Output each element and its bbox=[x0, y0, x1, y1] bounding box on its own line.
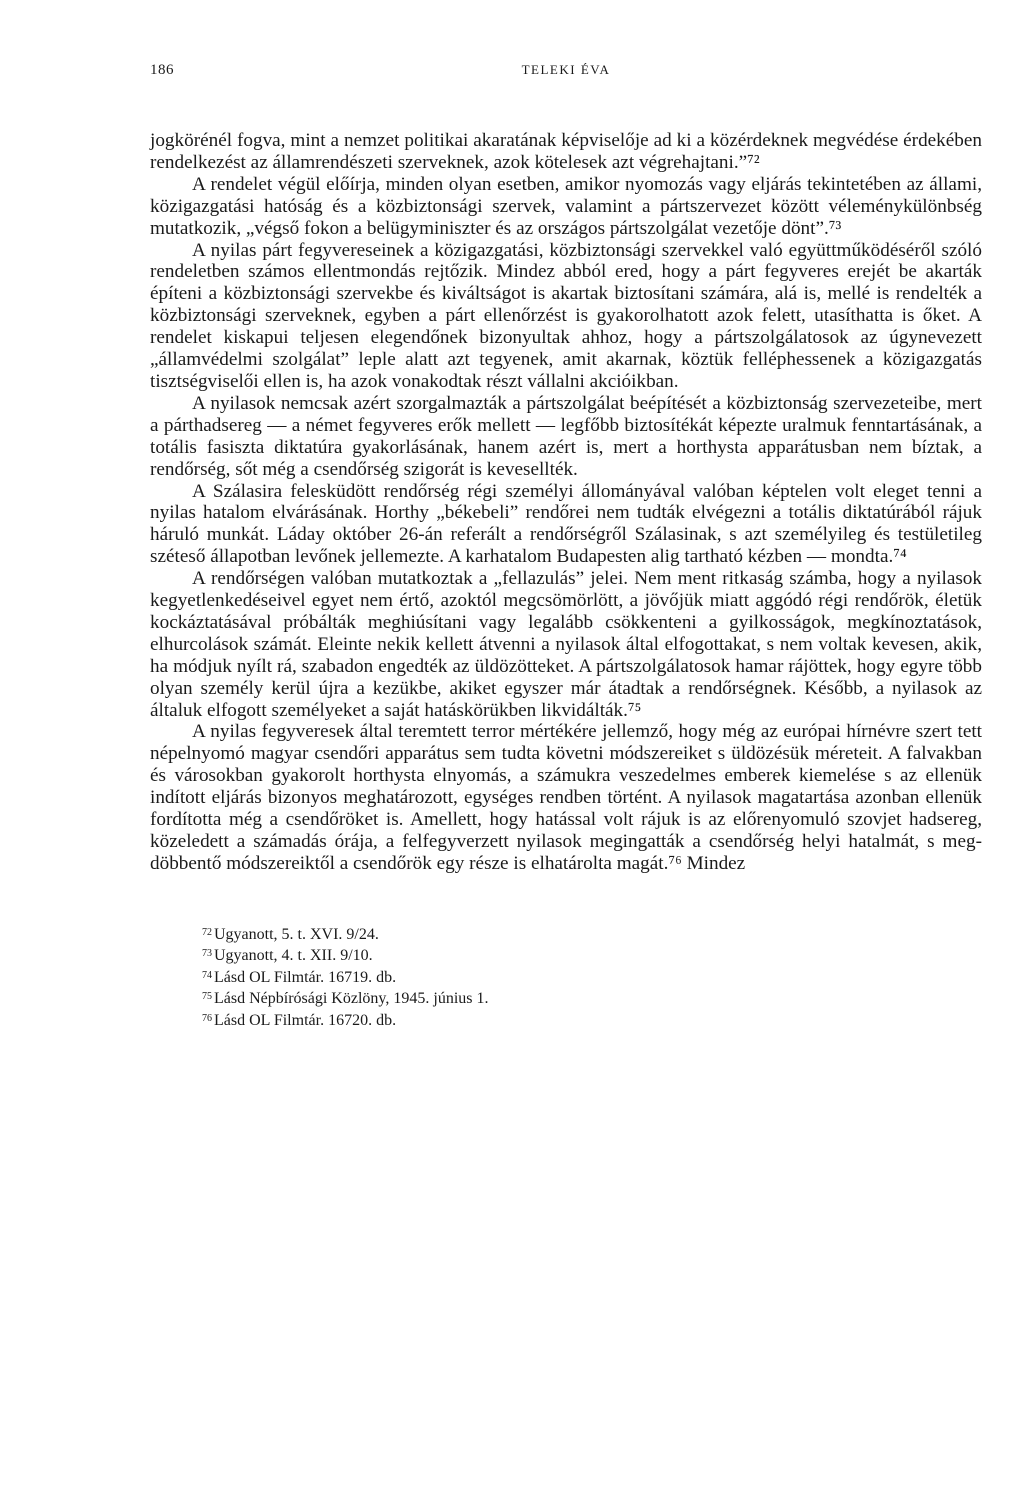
footnote bbox=[202, 923, 982, 945]
book-page bbox=[150, 62, 982, 1030]
paragraph: A rendelet végül előírja, minden olyan esetben, amikor nyomozás vagy eljárás tekintetében az állami, közigazgatási hatóság és a közbiztonsági szervek, valamint a pártszervezet között véleménykülönbség mutatkozik, „végső fokon a belügyminiszter és az országos pártszolgálat vezetője dönt”.⁷³ bbox=[150, 173, 982, 239]
paragraph: A rendőrségen valóban mutatkoztak a „fellazulás” jelei. Nem ment ritkaság számba, hogy a nyilasok kegyetlenkedéseivel egyet nem értő, azoktól megcsömörlött, a jövőjük miatt aggódó régi rendőrök, életük kockáztatásával próbálták meghiúsítani vagy legalább csökkenteni a gyilkosságok, megkínoztatások, elhurcolások számát. Eleinte nekik kellett átvenni a nyilasok által elfogottakat, s nem voltak kevesen, akik, ha módjuk nyílt rá, szabadon engedték az üldözötteket. A pártszolgálatosok hamar rájöttek, hogy egyre több olyan személy kerül újra a kezükbe, akiket egyszer már átadtak a rendőrségnek. Később, a nyilasok az általuk elfogott személyeket a saját hatáskörükben likvidálták.⁷⁵ bbox=[150, 568, 982, 721]
paragraph: A nyilasok nemcsak azért szorgalmazták a pártszolgálat beépítését a közbiztonság szervezeteibe, mert a párthadsereg — a német fegyveres erők mellett — legfőbb biztosítékát képezte uralmuk fenntartásának, a totális fasiszta diktatúra gyakorlásának, hanem azért is, mert a horthysta apparátusban nem bíztak, a rendőrség, sőt még a csendőrség szigorát is kevesellték. bbox=[150, 392, 982, 480]
footnote bbox=[202, 987, 982, 1009]
footnote-number: 76 bbox=[202, 1012, 212, 1024]
paragraph: A nyilas fegyveresek által teremtett terror mértékére jellemző, hogy még az európai hírnévre szert tett népelnyomó magyar csendőri apparátus sem tudta követni módszereiket s üldözésük méreteit. A falvakban és városokban gyakorolt horthysta elnyomás, a számukra veszedelmes emberek kiemelése s az ellenük indított eljárás bizonyos meghatározott, egységes rendben történt. A nyilasok magatartása azonban ellenük fordította még a csendőröket is. Amellett, hogy hatással volt rájuk is az előrenyomuló szovjet hadsereg, közeledett a számadás órája, a felfegyverzett nyilasok megingatták a csendőrség helyi hatalmát, s megdöbbentő módszereiktől a csendőrök egy része is elhatárolta magát.⁷⁶ Mindez bbox=[150, 721, 982, 874]
footnote-text: Ugyanott, 4. t. XII. 9/10. bbox=[214, 947, 373, 965]
footnote-text: Lásd Népbírósági Közlöny, 1945. június 1. bbox=[214, 990, 489, 1008]
body-text bbox=[150, 130, 982, 875]
footnote-text: Lásd OL Filmtár. 16719. db. bbox=[214, 968, 397, 986]
footnote-number: 72 bbox=[202, 926, 212, 938]
page-header bbox=[150, 62, 982, 86]
running-head: TELEKI ÉVA bbox=[521, 62, 611, 77]
footnote bbox=[202, 944, 982, 966]
footnote-number: 73 bbox=[202, 948, 212, 960]
footnote bbox=[202, 1009, 982, 1031]
footnote-text: Ugyanott, 5. t. XVI. 9/24. bbox=[214, 925, 379, 943]
footnote-number: 75 bbox=[202, 991, 212, 1003]
paragraph: A nyilas párt fegyvereseinek a közigazgatási, közbiztonsági szervekkel való együttműködéséről szóló rendeletben számos ellentmondás rejtőzik. Mindez abból ered, hogy a párt fegyveres erejét be akarták építeni a közbiztonsági szervekbe és kiváltságot is akartak biztosítani számára, alá is, mellé is rendelték a közbiztonsági szerveknek, egyben a párt ellenőrzést is gyakorolhatott azok felett, utasíthatta is őket. A rendelet kiskapui teljesen elegendőnek bizonyultak ahhoz, hogy a pártszolgálatosok az úgynevezett „államvédelmi szolgálat” leple alatt azt tegyenek, amit akarnak, köztük felléphessenek a közigazgatás tisztségviselői ellen is, ha azok vonakodtak részt vállalni akcióikban. bbox=[150, 239, 982, 392]
footnote-number: 74 bbox=[202, 969, 212, 981]
footnote-text: Lásd OL Filmtár. 16720. db. bbox=[214, 1011, 397, 1029]
footnote bbox=[202, 966, 982, 988]
page-number: 186 bbox=[150, 62, 174, 78]
paragraph: jogkörénél fogva, mint a nemzet politikai akaratának képviselője ad ki a közérdeknek megvédése érdekében rendelkezést az államrendészeti szerveknek, azok kötelesek azt végrehajtani.”⁷² bbox=[150, 130, 982, 173]
paragraph: A Szálasira felesküdött rendőrség régi személyi állományával valóban képtelen volt eleget tenni a nyilas hatalom elvárásának. Horthy „békebeli” rendőrei nem tudták elvégezni a totális diktatúrából rájuk háruló munkát. Láday október 26-án referált a rendőrségről Szálasinak, s azt személyileg és testületileg széteső állapotban levőnek jellemezte. A karhatalom Budapesten alig tartható kézben — mondta.⁷⁴ bbox=[150, 480, 982, 568]
footnotes bbox=[202, 923, 982, 1031]
